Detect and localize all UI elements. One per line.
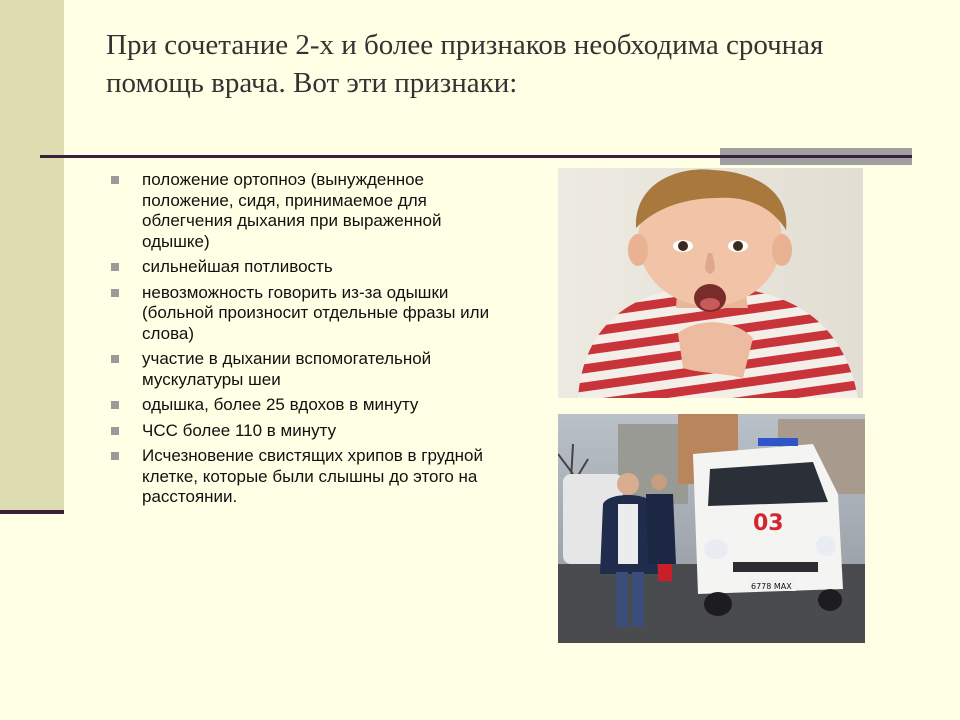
square-bullet-icon — [111, 289, 119, 297]
list-item — [108, 257, 508, 278]
list-item — [108, 170, 508, 252]
list-item-text: участие в дыхании вспомогательной мускулатуры шеи — [142, 349, 432, 389]
square-bullet-icon — [111, 427, 119, 435]
photo-ambulance — [558, 414, 865, 643]
square-bullet-icon — [111, 176, 119, 184]
list-item-text: одышка, более 25 вдохов в минуту — [142, 395, 419, 414]
square-bullet-icon — [111, 452, 119, 460]
slide-title: При сочетание 2-х и более признаков необходима срочная помощь врача. Вот эти признаки: — [106, 29, 824, 99]
square-bullet-icon — [111, 263, 119, 271]
photo-coughing-boy — [558, 168, 863, 398]
square-bullet-icon — [111, 355, 119, 363]
list-item-text: сильнейшая потливость — [142, 257, 333, 276]
list-item — [108, 349, 508, 390]
title-rule — [40, 155, 912, 158]
left-decorative-band — [0, 0, 64, 512]
list-item — [108, 283, 508, 345]
list-item — [108, 421, 508, 442]
ambulance-sign: 03 — [753, 511, 784, 536]
square-bullet-icon — [111, 401, 119, 409]
list-item — [108, 446, 508, 508]
list-item-text: невозможность говорить из-за одышки (больной произносит отдельные фразы или слова) — [142, 282, 490, 343]
list-item-text: положение ортопноэ (вынужденное положение, сидя, принимаемое для облегчения дыхания при выраженной одышке) — [142, 170, 442, 251]
list-item — [108, 395, 508, 416]
symptom-list — [108, 170, 508, 513]
list-item-text: ЧСС более 110 в минуту — [142, 420, 337, 440]
list-item-text: Исчезновение свистящих хрипов в грудной клетке, которые были слышны до этого на расстоянии. — [142, 446, 483, 506]
left-band-edge — [0, 510, 64, 514]
license-plate: 6778 МАХ — [751, 582, 792, 591]
